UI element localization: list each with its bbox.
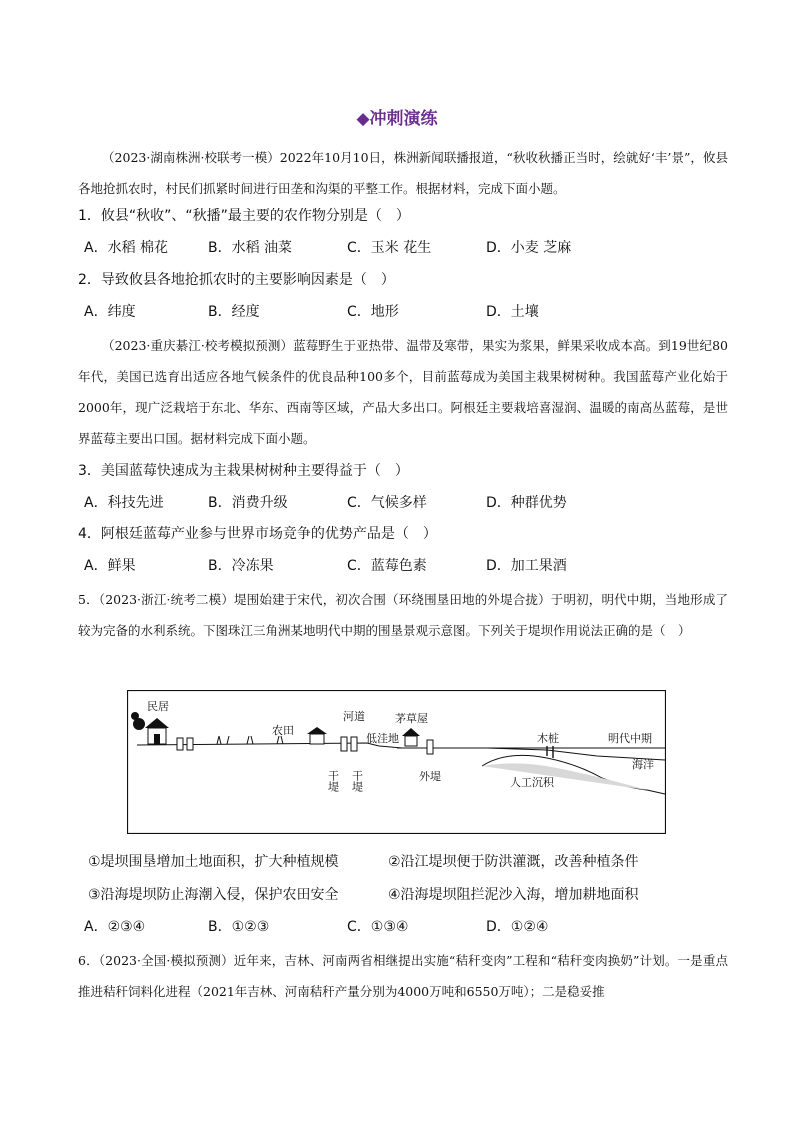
q1-option-d[interactable]: D．小麦 芝麻 — [486, 240, 572, 256]
question-1-stem: 1．攸县“秋收”、“秋播”最主要的农作物分别是（ ） — [78, 208, 410, 224]
q3-option-a[interactable]: A．科技先进 — [84, 495, 164, 511]
levee-post — [351, 737, 357, 751]
q2-option-a[interactable]: A．纬度 — [84, 304, 136, 320]
q5-option-b[interactable]: B．①②③ — [208, 919, 270, 935]
levee-post — [187, 738, 193, 750]
statement-2: ②沿江堤坝便于防洪灌溉，改善种植条件 — [388, 854, 639, 870]
question-6-stem: 6．（2023·全国·模拟预测）近年来，吉林、河南两省相继提出实施“秸秆变肉”工程和“秸秆变肉换奶”计划。一是重点推进秸秆饲料化进程（2021年吉林、河南秸秆产量分别为4000万吨和6550万吨）；二是稳妥推 — [78, 953, 728, 999]
q2-option-c[interactable]: C．地形 — [347, 304, 399, 320]
question-4-stem: 4．阿根廷蓝莓产业参与世界市场竞争的优势产品是（ ） — [78, 526, 437, 542]
q5-option-c[interactable]: C．①③④ — [347, 919, 409, 935]
levee-post — [427, 740, 433, 754]
tree-icon — [131, 712, 145, 730]
question-5-stem: 5．（2023·浙江·统考二模）堤围始建于宋代，初次合围（环绕围垦田地的外堤合拢）于明初，明代中期，当地形成了较为完备的水利系统。下图珠江三角洲某地明代中期的围垦景观示意图。下列关于堤坝作用说法正确的是（ ） — [78, 592, 728, 638]
q1-option-c[interactable]: C．玉米 花生 — [347, 240, 432, 256]
ground-line — [137, 743, 665, 760]
passage-1: （2023·湖南株洲·校联考一模）2022年10月10日，株洲新闻联播报道，“秋收秋播正当时，绘就好‘丰’景”，攸县各地抢抓农时，村民们抓紧时间进行田垄和沟渠的平整工作。根据材料，完成下面小题。 — [78, 150, 728, 196]
statement-4: ④沿海堤坝阻拦泥沙入海，增加耕地面积 — [388, 887, 639, 903]
crop-icons — [217, 736, 283, 744]
label-minju: 民居 — [147, 700, 169, 713]
label-hedao: 河道 — [343, 710, 365, 723]
statement-1: ①堤坝围垦增加土地面积，扩大种植规模 — [88, 854, 339, 870]
label-gandi-left: 干堤 — [326, 770, 340, 792]
thatched-hut-icon — [402, 728, 420, 746]
label-maocaowu: 茅草屋 — [395, 712, 428, 725]
levee-post — [177, 738, 183, 750]
statement-3: ③沿海堤坝防止海潮入侵，保护农田安全 — [88, 887, 339, 903]
passage-2: （2023·重庆綦江·校考模拟预测）蓝莓野生于亚热带、温带及寒带，果实为浆果，鲜果采收成本高。到19世纪80年代，美国已选育出适应各地气候条件的优良品种100多个，目前蓝莓成为美国主栽果树树种。我国蓝莓产业化始于2000年，现广泛栽培于东北、华东、西南等区域，产品大多出口。阿根廷主要栽培喜湿润、温暖的南高丛蓝莓，是世界蓝莓主要出口国。据材料完成下面小题。 — [78, 338, 728, 446]
thatched-hut-icon — [307, 727, 327, 744]
question-2-stem: 2．导致攸县各地抢抓农时的主要影响因素是（ ） — [78, 272, 395, 288]
label-rengong: 人工沉积 — [510, 776, 554, 789]
q4-option-b[interactable]: B．冷冻果 — [208, 558, 274, 574]
question-3-stem: 3．美国蓝莓快速成为主栽果树树种主要得益于（ ） — [78, 463, 409, 479]
crop-icon — [247, 736, 253, 744]
q3-option-b[interactable]: B．消费升级 — [208, 495, 288, 511]
crop-icon — [217, 736, 229, 744]
label-muzhuang: 木桩 — [537, 732, 559, 745]
q4-option-d[interactable]: D．加工果酒 — [486, 558, 567, 574]
label-nongtian: 农田 — [272, 724, 294, 737]
reclamation-diagram — [127, 690, 666, 834]
label-mingdai: 明代中期 — [608, 732, 652, 745]
q2-option-b[interactable]: B．经度 — [208, 304, 260, 320]
sediment-fill — [482, 763, 647, 790]
q2-option-d[interactable]: D．土壤 — [486, 304, 539, 320]
q5-option-d[interactable]: D．①②④ — [486, 919, 549, 935]
q1-option-a[interactable]: A．水稻 棉花 — [84, 240, 169, 256]
q3-option-d[interactable]: D．种群优势 — [486, 495, 567, 511]
q1-option-b[interactable]: B．水稻 油菜 — [208, 240, 293, 256]
label-waidi: 外堤 — [419, 770, 441, 783]
label-haiyang: 海洋 — [632, 758, 654, 771]
q4-option-c[interactable]: C．蓝莓色素 — [347, 558, 427, 574]
levee-post — [341, 737, 347, 751]
crop-icon — [277, 736, 283, 744]
section-title: ◆冲刺演练 — [356, 109, 438, 129]
label-gandi-right: 干堤 — [350, 770, 364, 792]
q5-option-a[interactable]: A．②③④ — [84, 919, 146, 935]
label-digwadi: 低洼地 — [366, 732, 399, 745]
q3-option-c[interactable]: C．气候多样 — [347, 495, 427, 511]
q4-option-a[interactable]: A．鲜果 — [84, 558, 136, 574]
house-icon — [145, 718, 169, 744]
